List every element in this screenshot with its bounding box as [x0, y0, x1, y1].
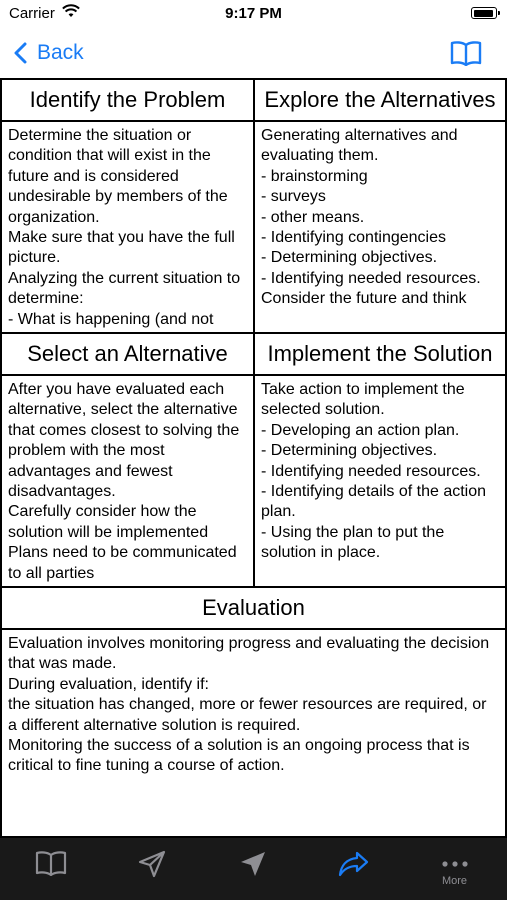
tab-book[interactable] [0, 838, 101, 900]
share-arrow-icon [338, 850, 370, 878]
explore-alternatives-body: Generating alternatives and evaluating them. - brainstorming - surveys - other means. - Identifying contingencies - Determining objectives. - Identifying needed resources. Consider the future and think [253, 120, 507, 334]
tab-send-filled[interactable] [202, 838, 303, 900]
tab-more-label: More [441, 875, 468, 887]
implement-solution-body: Take action to implement the selected solution. - Developing an action plan. - Determining objectives. - Identifying needed resources. - Identifying details of the action plan. - Using the plan to put the solution in place. [253, 374, 507, 588]
back-label: Back [37, 41, 84, 64]
evaluation-title[interactable]: Evaluation [0, 586, 507, 630]
tab-more[interactable] [404, 838, 505, 900]
book-icon [450, 40, 482, 66]
book-icon [34, 850, 68, 876]
tab-send-outline[interactable] [101, 838, 202, 900]
select-alternative-title[interactable]: Select an Alternative [0, 332, 255, 376]
status-bar [0, 0, 507, 30]
identify-problem-body: Determine the situation or condition that will exist in the future and is considered undesirable by members of the organization. Make sure that you have the full picture. Analyzing the current situation to determine: - What is happening (and not [0, 120, 255, 334]
paper-plane-filled-icon [238, 850, 268, 878]
evaluation-body: Evaluation involves monitoring progress and evaluating the decision that was made. During evaluation, identify if: the situation has changed, more or fewer resources are required, or a different alternative solution is required. Monitoring the success of a solution is an ongoing process that is critical to fine tuning a course of action. [0, 628, 507, 838]
clock: 9:17 PM [225, 5, 282, 22]
carrier-label: Carrier [9, 5, 55, 22]
book-button[interactable] [450, 40, 482, 71]
identify-problem-title[interactable]: Identify the Problem [0, 78, 255, 122]
paper-plane-outline-icon [137, 850, 167, 878]
back-button[interactable] [14, 38, 84, 68]
select-alternative-body: After you have evaluated each alternative, select the alternative that comes closest to solving the problem with the most advantages and fewest disadvantages. Carefully consider how the solution will be implemented Plans need to be communicated to all parties [0, 374, 255, 588]
navigation-bar [0, 30, 507, 78]
chevron-left-icon [14, 42, 27, 64]
ellipsis-icon [440, 854, 470, 874]
tab-bar [0, 838, 507, 900]
battery-icon [471, 7, 497, 19]
explore-alternatives-title[interactable]: Explore the Alternatives [253, 78, 507, 122]
implement-solution-title[interactable]: Implement the Solution [253, 332, 507, 376]
tab-share[interactable] [303, 838, 404, 900]
